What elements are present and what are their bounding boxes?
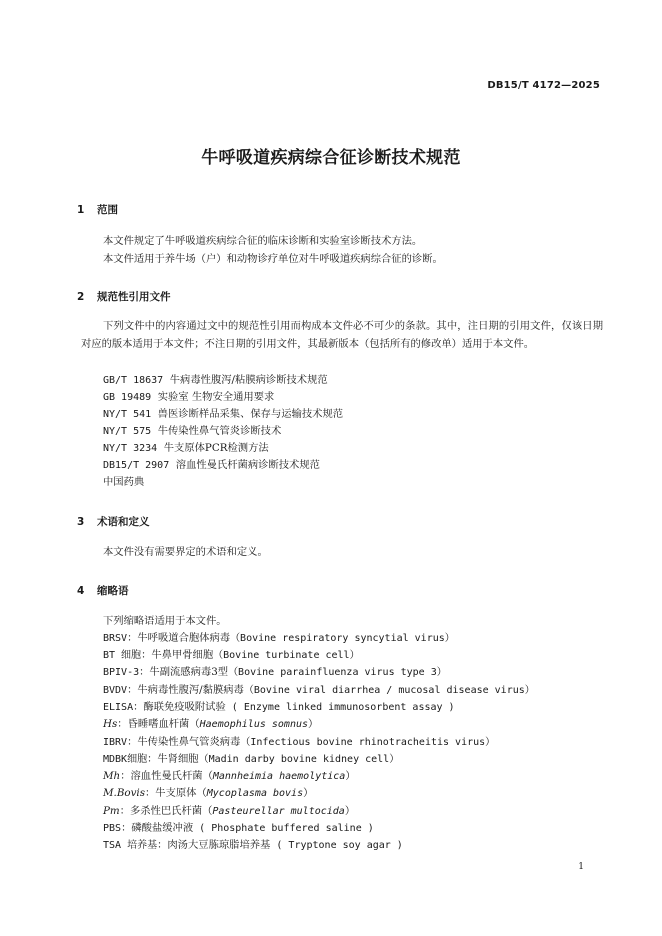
section-heading-scope bbox=[77, 202, 118, 217]
scope-paragraph-1: 本文件规定了牛呼吸道疾病综合征的临床诊断和实验室诊断技术方法。 bbox=[103, 235, 423, 247]
abbreviation-english: Haemophilus somnus bbox=[199, 719, 309, 730]
abbreviation-item bbox=[103, 839, 403, 852]
abbreviation-english: Mannheimia haemolytica bbox=[212, 771, 346, 782]
section-number: 4 bbox=[77, 585, 85, 597]
separator: ： bbox=[117, 718, 128, 730]
abbreviation: Pm bbox=[103, 805, 120, 817]
abbreviation: M.Bovis bbox=[103, 787, 145, 799]
section-number: 1 bbox=[77, 204, 85, 216]
abbreviation-item bbox=[103, 787, 313, 800]
abbreviation-chinese: 牛呼吸道合胞体病毒 bbox=[137, 632, 231, 644]
section-heading-abbreviations bbox=[77, 583, 129, 598]
section-number: 2 bbox=[77, 291, 85, 303]
abbreviation-english: ( Phosphate buffered saline ) bbox=[193, 823, 374, 834]
reference-code: GB/T 18637 bbox=[103, 375, 164, 386]
abbreviation: PBS bbox=[103, 823, 122, 834]
reference-name: 牛病毒性腹泻/粘膜病诊断技术规范 bbox=[169, 374, 328, 386]
abbreviation-item bbox=[103, 770, 356, 783]
document-title: 牛呼吸道疾病综合征诊断技术规范 bbox=[201, 148, 461, 168]
abbreviation: BT 细胞 bbox=[103, 650, 142, 661]
reference-code: NY/T 3234 bbox=[103, 443, 158, 454]
reference-item bbox=[103, 442, 269, 455]
reference-item bbox=[103, 425, 281, 438]
abbreviation-item bbox=[103, 701, 455, 714]
abbreviation-english: （Madin darby bovine kidney cell） bbox=[198, 754, 400, 765]
reference-item bbox=[103, 374, 328, 387]
reference-item bbox=[103, 459, 320, 472]
reference-code: NY/T 575 bbox=[103, 426, 152, 437]
abbreviation-english: ( Tryptone soy agar ) bbox=[270, 840, 403, 851]
reference-name: 实验室 生物安全通用要求 bbox=[157, 391, 275, 403]
reference-code: GB 19489 bbox=[103, 392, 152, 403]
paren-open: （ bbox=[202, 805, 213, 817]
reference-name: 溶血性曼氏杆菌病诊断技术规范 bbox=[175, 459, 320, 471]
abbreviation-english: （Bovine viral diarrhea / mucosal disease virus） bbox=[243, 685, 535, 696]
separator: ： bbox=[147, 753, 158, 765]
abbreviation-english: （Bovine parainfluenza virus type 3） bbox=[228, 667, 447, 678]
abbreviation-item bbox=[103, 753, 399, 766]
reference-item bbox=[103, 408, 343, 421]
separator: ： bbox=[119, 805, 130, 817]
abbreviation: Mh bbox=[103, 770, 121, 782]
terms-paragraph: 本文件没有需要界定的术语和定义。 bbox=[103, 546, 268, 558]
abbreviation-chinese: 酶联免疫吸附试验 bbox=[143, 701, 226, 713]
paren-open: （ bbox=[196, 787, 207, 799]
abbreviation-english: ( Enzyme linked immunosorbent assay ) bbox=[225, 702, 455, 713]
reference-name: 中国药典 bbox=[103, 476, 145, 488]
abbreviation-chinese: 多杀性巴氏杆菌 bbox=[130, 805, 203, 817]
abbreviation-english: （Bovine respiratory syncytial virus） bbox=[230, 633, 455, 644]
separator: ： bbox=[144, 787, 156, 799]
paren-close: ） bbox=[345, 770, 356, 782]
section-heading-normative-references bbox=[77, 289, 171, 304]
reference-name: 兽医诊断样品采集、保存与运输技术规范 bbox=[157, 408, 344, 420]
abbreviation-chinese: 牛传染性鼻气管炎病毒 bbox=[137, 736, 241, 748]
abbreviation-chinese: 磷酸盐缓冲液 bbox=[131, 822, 194, 834]
abbreviation: BRSV bbox=[103, 633, 128, 644]
section-title: 规范性引用文件 bbox=[97, 291, 171, 303]
abbreviation-item bbox=[103, 805, 355, 818]
abbreviations-intro: 下列缩略语适用于本文件。 bbox=[103, 615, 227, 627]
abbreviation: ELISA bbox=[103, 702, 134, 713]
abbreviation: Hs bbox=[103, 718, 118, 730]
separator: ： bbox=[127, 684, 138, 696]
section-heading-terms bbox=[77, 514, 150, 529]
separator: ： bbox=[120, 770, 131, 782]
abbreviation-chinese: 牛支原体 bbox=[155, 787, 197, 799]
abbreviation-chinese: 牛鼻甲骨细胞 bbox=[151, 649, 214, 661]
reference-name: 牛传染性鼻气管炎诊断技术 bbox=[157, 425, 282, 437]
separator: ： bbox=[141, 649, 152, 661]
section-title: 缩略语 bbox=[97, 585, 129, 597]
abbreviation-chinese: 肉汤大豆胨琼脂培养基 bbox=[167, 839, 271, 851]
abbreviation: BVDV bbox=[103, 685, 128, 696]
reference-code: DB15/T 2907 bbox=[103, 460, 170, 471]
paren-open: （ bbox=[202, 770, 213, 782]
abbreviation-chinese: 牛肾细胞 bbox=[157, 753, 199, 765]
abbreviation-chinese: 溶血性曼氏杆菌 bbox=[130, 770, 203, 782]
paren-close: ） bbox=[308, 718, 319, 730]
page-number: 1 bbox=[578, 862, 584, 872]
paren-close: ） bbox=[303, 787, 314, 799]
section-title: 范围 bbox=[97, 204, 118, 216]
separator: ： bbox=[133, 701, 144, 713]
section-number: 3 bbox=[77, 516, 85, 528]
separator: ： bbox=[127, 632, 138, 644]
paren-close: ） bbox=[344, 805, 356, 817]
abbreviation: BPIV-3 bbox=[103, 667, 140, 678]
abbreviation-item bbox=[103, 666, 447, 679]
section-title: 术语和定义 bbox=[97, 516, 150, 528]
abbreviation-chinese: 牛病毒性腹泻/黏膜病毒 bbox=[137, 684, 244, 696]
document-code: DB15/T 4172—2025 bbox=[487, 80, 600, 91]
reference-item bbox=[103, 391, 274, 404]
paren-open: （ bbox=[189, 718, 200, 730]
abbreviation-english: （Bovine turbinate cell） bbox=[213, 650, 360, 661]
abbreviation-english: Mycoplasma bovis bbox=[206, 788, 304, 799]
abbreviation-item bbox=[103, 632, 455, 645]
separator: ： bbox=[139, 666, 150, 678]
abbreviation-item bbox=[103, 822, 374, 835]
separator: ： bbox=[157, 839, 168, 851]
abbreviation-chinese: 牛副流感病毒3型 bbox=[149, 666, 229, 678]
references-intro: 下列文件中的内容通过文中的规范性引用而构成本文件必不可少的条款。其中，注日期的引用文件，仅该日期对应的版本适用于本文件；不注日期的引用文件，其最新版本（包括所有的修改单）适用于本文件。 bbox=[81, 320, 603, 350]
separator: ： bbox=[127, 736, 138, 748]
abbreviation-english: （Infectious bovine rhinotracheitis virus） bbox=[240, 737, 496, 748]
abbreviation-item bbox=[103, 684, 535, 697]
abbreviation-chinese: 昏睡嗜血杆菌 bbox=[127, 718, 190, 730]
abbreviation: IBRV bbox=[103, 737, 128, 748]
scope-paragraph-2: 本文件适用于养牛场（户）和动物诊疗单位对牛呼吸道疾病综合征的诊断。 bbox=[103, 253, 443, 265]
reference-item bbox=[103, 476, 144, 489]
abbreviation-english: Pasteurellar multocida bbox=[212, 806, 345, 817]
reference-code: NY/T 541 bbox=[103, 409, 152, 420]
abbreviation-item bbox=[103, 718, 318, 731]
abbreviation-item bbox=[103, 736, 495, 749]
reference-name: 牛支原体PCR检测方法 bbox=[163, 442, 269, 454]
separator: ： bbox=[121, 822, 132, 834]
abbreviation: MDBK细胞 bbox=[103, 754, 148, 765]
abbreviation: TSA 培养基 bbox=[103, 840, 158, 851]
abbreviation-item bbox=[103, 649, 360, 662]
